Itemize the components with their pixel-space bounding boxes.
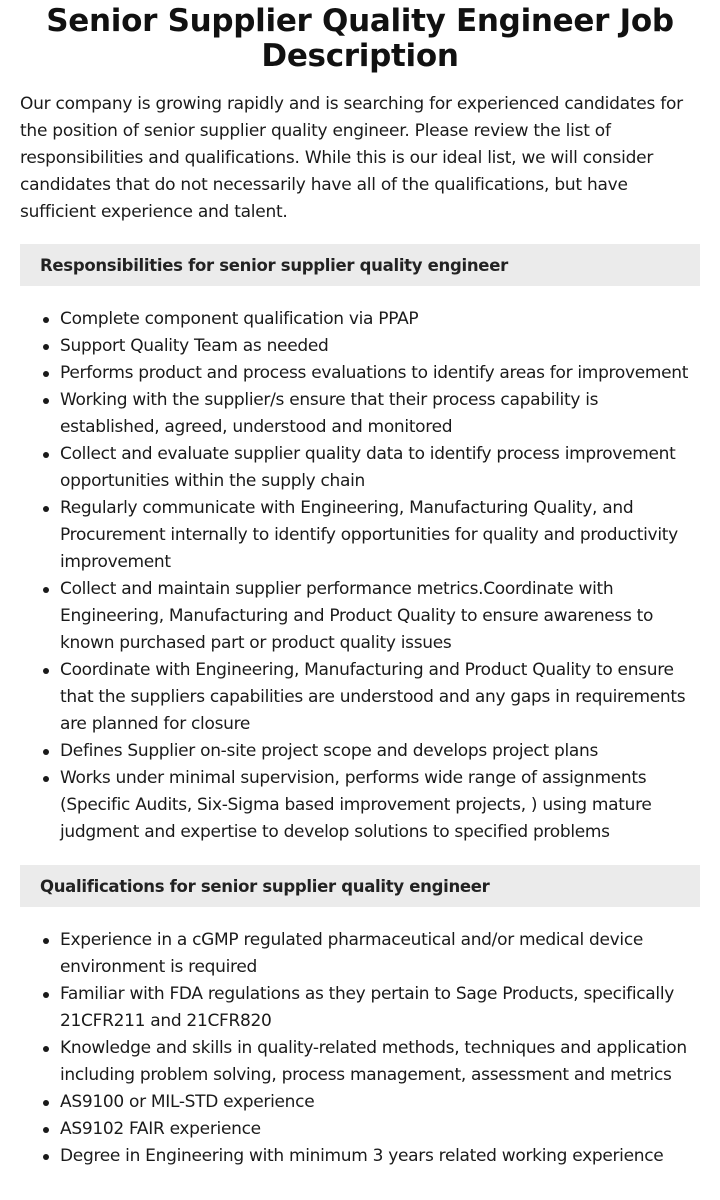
list-item: AS9102 FAIR experience xyxy=(60,1116,700,1143)
responsibilities-list xyxy=(20,306,700,846)
qualifications-list xyxy=(20,927,700,1170)
qualifications-heading: Qualifications for senior supplier quality engineer xyxy=(20,865,700,907)
list-item: Coordinate with Engineering, Manufacturing and Product Quality to ensure that the suppliers capabilities are understood and any gaps in requirements are planned for closure xyxy=(60,657,700,738)
intro-paragraph: Our company is growing rapidly and is searching for experienced candidates for the position of senior supplier quality engineer. Please review the list of responsibilities and qualifications. While this is our ideal list, we will consider candidates that do not necessarily have all of the qualifications, but have sufficient experience and talent. xyxy=(20,94,683,222)
list-item: Support Quality Team as needed xyxy=(60,333,700,360)
list-item: Defines Supplier on-site project scope and develops project plans xyxy=(60,738,700,765)
list-item: Regularly communicate with Engineering, Manufacturing Quality, and Procurement internally to identify opportunities for quality and productivity improvement xyxy=(60,495,700,576)
list-item: AS9100 or MIL-STD experience xyxy=(60,1089,700,1116)
list-item: Collect and maintain supplier performance metrics.Coordinate with Engineering, Manufacturing and Product Quality to ensure awareness to known purchased part or product quality issues xyxy=(60,576,700,657)
list-item: Working with the supplier/s ensure that their process capability is established, agreed, understood and monitored xyxy=(60,387,700,441)
responsibilities-heading: Responsibilities for senior supplier quality engineer xyxy=(20,244,700,286)
list-item: Performs product and process evaluations to identify areas for improvement xyxy=(60,360,700,387)
list-item: Experience in a cGMP regulated pharmaceutical and/or medical device environment is required xyxy=(60,927,700,981)
list-item: Collect and evaluate supplier quality data to identify process improvement opportunities within the supply chain xyxy=(60,441,700,495)
list-item: Complete component qualification via PPAP xyxy=(60,306,700,333)
list-item: Knowledge and skills in quality-related methods, techniques and application including problem solving, process management, assessment and metrics xyxy=(60,1035,700,1089)
list-item: Works under minimal supervision, performs wide range of assignments (Specific Audits, Six-Sigma based improvement projects, ) using mature judgment and expertise to develop solutions to specified problems xyxy=(60,765,700,846)
list-item: Degree in Engineering with minimum 3 years related working experience xyxy=(60,1143,700,1170)
list-item: Familiar with FDA regulations as they pertain to Sage Products, specifically 21CFR211 and 21CFR820 xyxy=(60,981,700,1035)
page-title: Senior Supplier Quality Engineer Job Description xyxy=(46,3,674,74)
